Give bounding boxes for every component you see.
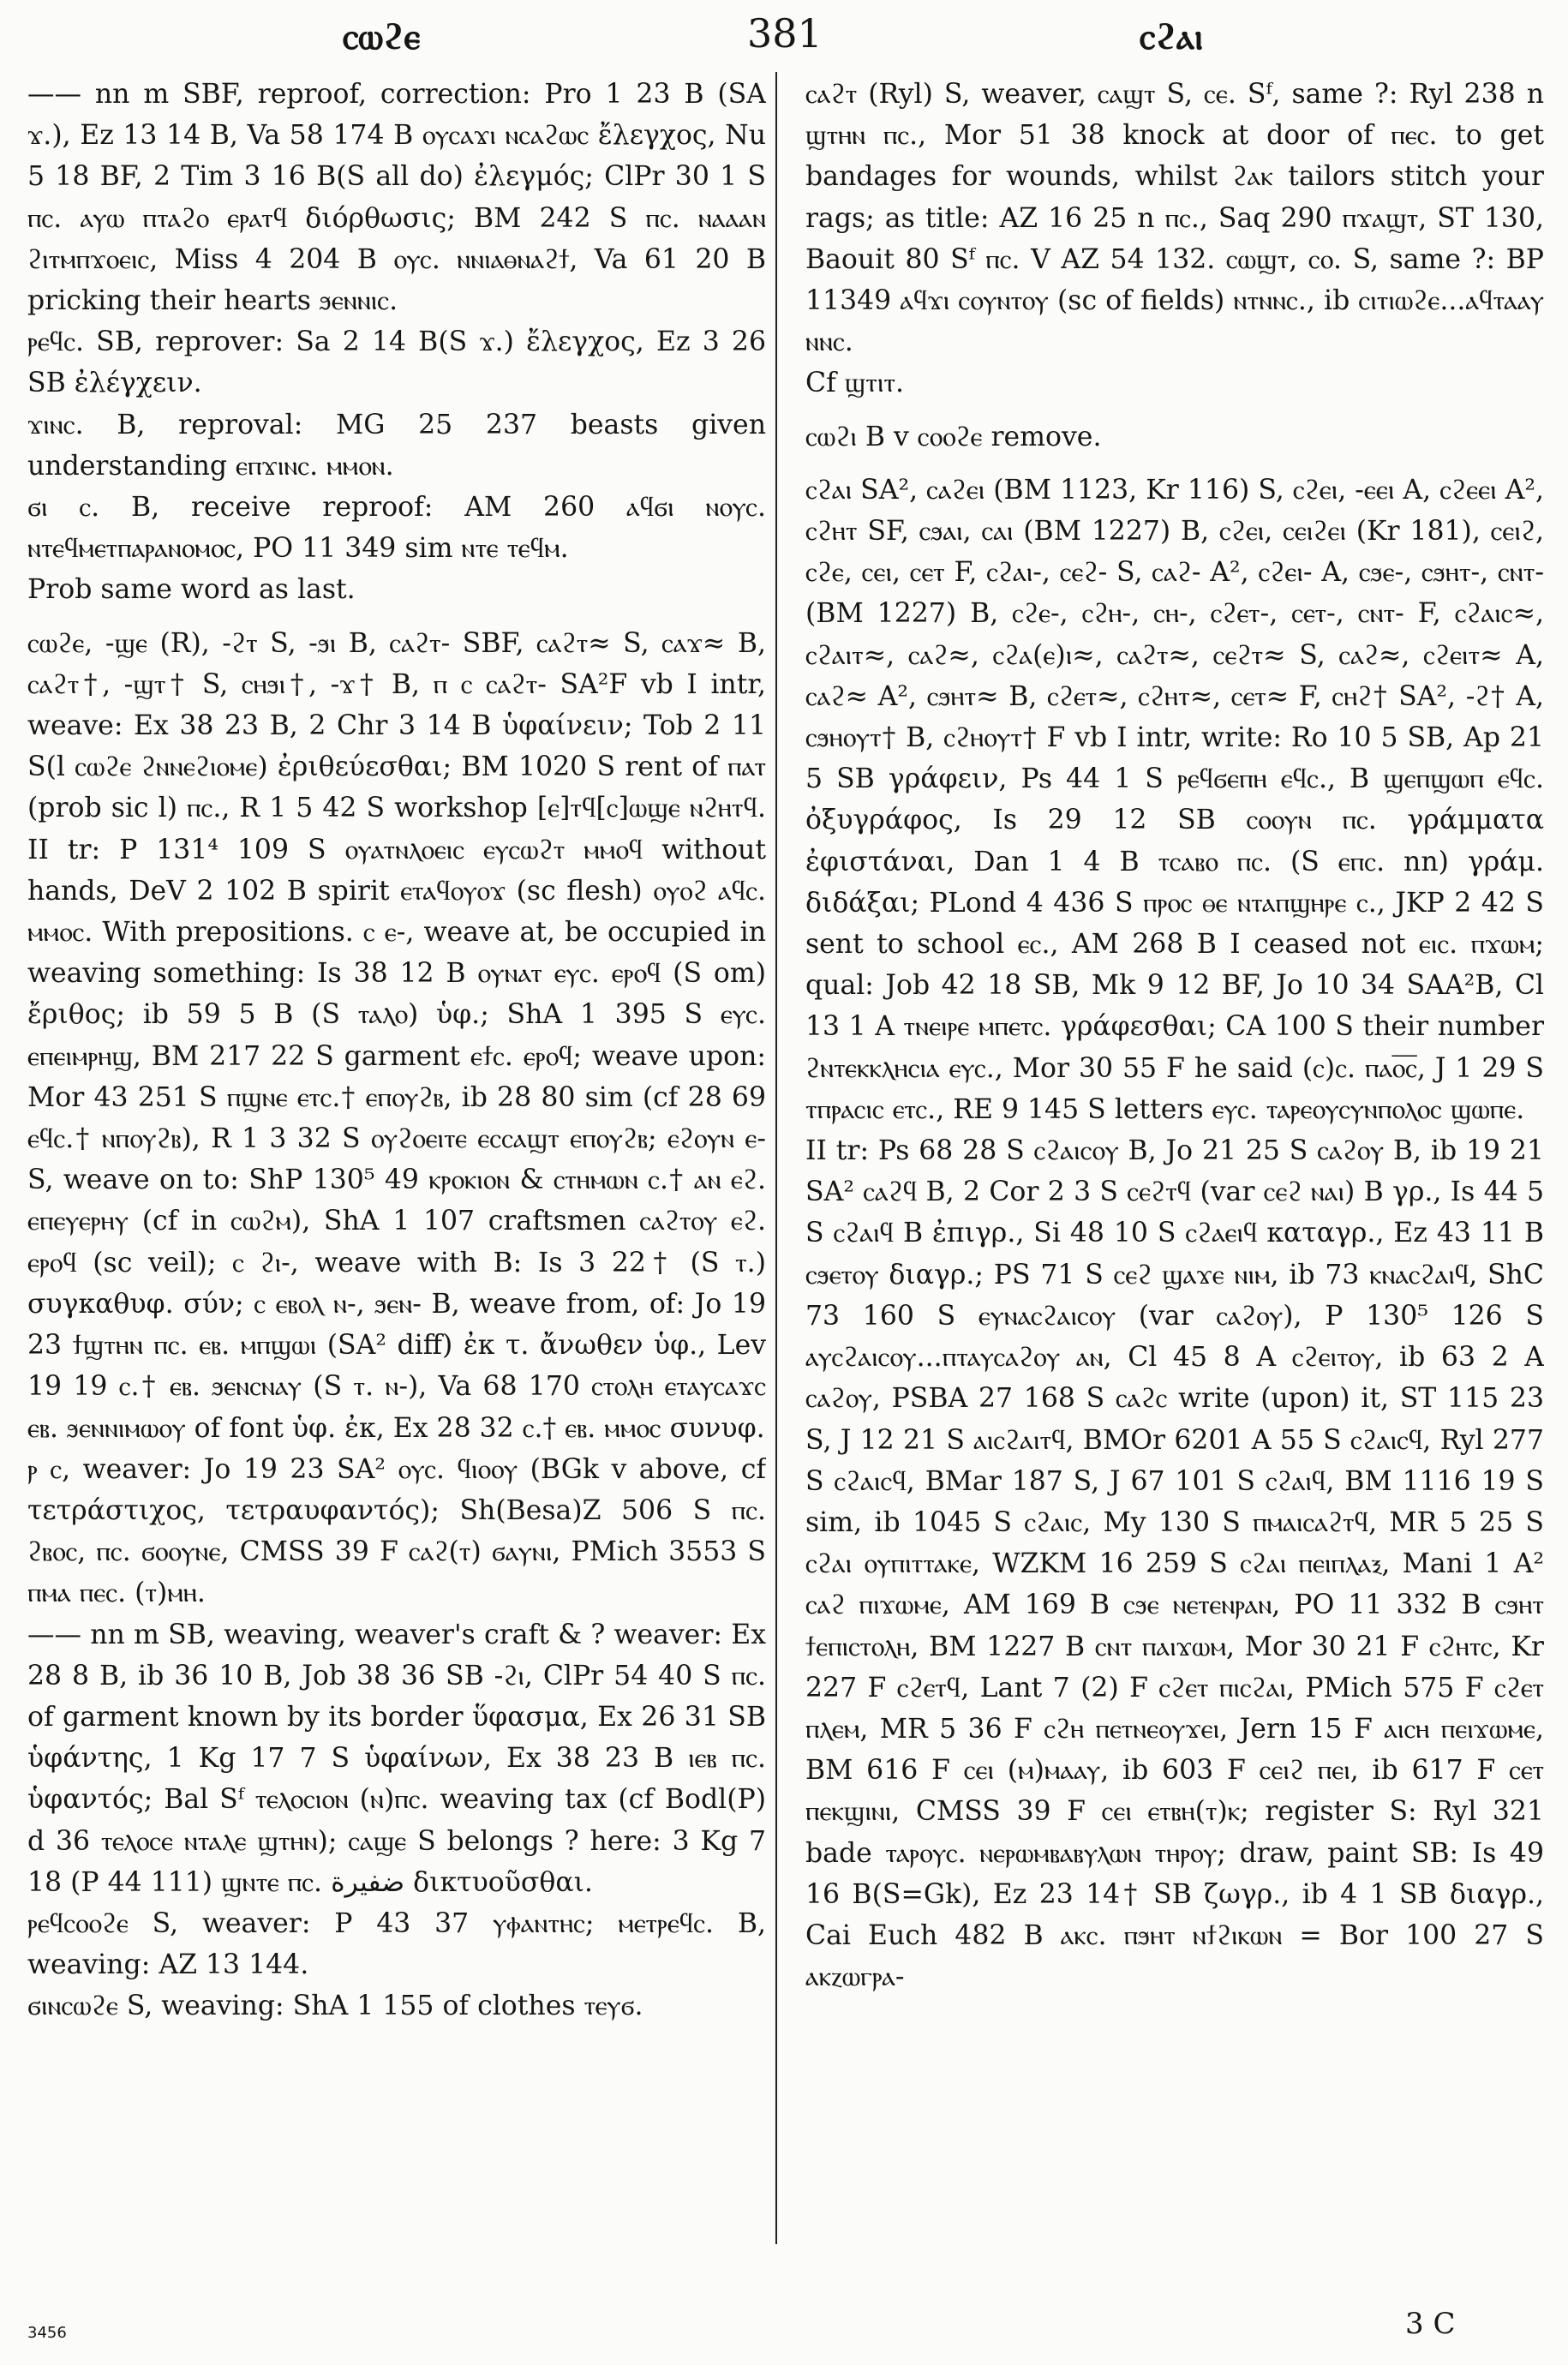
column-divider [775, 72, 777, 2244]
right-running-head: ⲥϩⲁⲓ [1140, 15, 1203, 57]
entry-paragraph: ⲣⲉϥⲥⲟⲟϩⲉ S, weaver: P 43 37 ⲩⲫⲁⲛⲧⲏⲥ; ⲙⲉⲧⲣⲉϥⲥ. B, weaving: AZ 13 144. [27, 1907, 766, 1981]
entry-paragraph: Cf ϣⲧⲓⲧ. [805, 368, 905, 399]
entry-headword-paragraph: ⲥϩⲁⲓ SA², ⲥⲁϩⲉⲓ (BM 1123, Kr 116) S, ⲥϩⲉⲓ, -ⲉⲉⲓ A, ⲥϩⲉⲉⲓ A², ⲥϩⲏⲧ SF, ⲥϧⲁⲓ, ⲥⲁⲓ (BM 1227) B, ⲥϩⲉⲓ, ⲥⲉⲓϩⲉⲓ (Kr 181), ⲥⲉⲓϩ, ⲥϩⲉ, ⲥⲉⲓ, ⲥⲉⲧ F, ⲥϩⲁⲓ-, ⲥⲉϩ- S, ⲥⲁϩ- A², ⲥϩⲉⲓ- A, ⲥϧⲉ-, ⲥϧⲏⲧ-, ⲥⲛⲧ- (BM 1227) B, ⲥϩⲉ-, ⲥϩⲏ-, ⲥⲏ-, ⲥϩⲉⲧ-, ⲥⲉⲧ-, ⲥⲛⲧ- F, ⲥϩⲁⲓⲥ≈, ⲥϩⲁⲓⲧ≈, ⲥⲁϩ≈, ⲥϩⲁ(ⲉ)ⲓ≈, ⲥⲁϩⲧ≈, ⲥⲉϩⲧ≈ S, ⲥⲁϩ≈, ⲥϩⲉⲓⲧ≈ A, ⲥⲁϩ≈ A², ⲥϧⲏⲧ≈ B, ⲥϩⲉⲧ≈, ⲥϩⲏⲧ≈, ⲥⲉⲧ≈ F, ⲥⲏϩ† SA², -ϩ† A, ⲥϧⲏⲟⲩⲧ† B, ⲥϩⲏⲟⲩⲧ† F vb I intr, write: Ro 10 5 SB, Ap 21 5 SB γράφειν, Ps 44 1 S ⲣⲉϥϭⲉⲡⲏ ⲉϥⲥ., B ϣⲉⲡϣⲱⲡ ⲉϥⲥ. ὀξυγράφος, Is 29 12 SB ⲥⲟⲟⲩⲛ ⲡⲥ. γράμματα ἐφιστάναι, Dan 1 4 B ⲧⲥⲁⲃⲟ ⲡⲥ. (S ⲉⲡⲥ. nn) γράμ. διδάξαι; PLond 4 436 S ⲡⲣⲟⲥ ⲑⲉ ⲛⲧⲁⲡϣⲏⲣⲉ ⲥ., JKP 2 42 S sent to school ⲉⲥ., AM 268 B I ceased not ⲉⲓⲥ. ⲡϫⲱⲙ; qual: Job 42 18 SB, Mk 9 12 BF, Jo 10 34 SAA²B, Cl 13 1 A ⲧⲛⲉⲓⲣⲉ ⲙⲡⲉⲧⲥ. γράφεσθαι; CA 100 S their number ϩⲛⲧⲉⲕⲕⲗⲏⲥⲓⲁ ⲉⲩⲥ., Mor 30 55 F he said (ⲥ)ⲥ. ⲡⲁⲟ̅ⲥ̅, J 1 29 S ⲧⲡⲣⲁⲥⲓⲥ ⲉⲧⲥ., RE 9 145 S letters ⲉⲩⲥ. ⲧⲁⲣⲉⲟⲩⲥⲩⲛⲡⲟⲗⲟⲥ ϣⲱⲡⲉ. [805, 474, 1544, 1125]
entry-paragraph: ϭⲓⲛⲥⲱϩⲉ S, weaving: ShA 1 155 of clothes ⲧⲉⲩϭ. [27, 1991, 643, 2022]
entry-paragraph: ⲣⲉϥⲥ. SB, reprover: Sa 2 14 B(S ϫ.) ἔλεγχος, Ez 3 26 SB ἐλέγχειν. [27, 326, 766, 399]
entry-paragraph: ⲣ ⲥ, weaver: Jo 19 23 SA² ⲟⲩⲥ. ϥⲓⲟⲟⲩ (BGk v above, cf τετράστιχος, τετραυφαντός); Sh(Besa)Z 506 S ⲡⲥ. ϩⲃⲟⲥ, ⲡⲥ. ϭⲟⲟⲩⲛⲉ, CMSS 39 F ⲥⲁϩ(ⲧ) ϭⲁⲩⲛⲓ, PMich 3553 S ⲡⲙⲁ ⲡⲉⲥ. (ⲧ)ⲙⲏ. [27, 1453, 766, 1609]
printer-mark: 3456 [27, 2324, 67, 2342]
entry-paragraph: II tr: Ps 68 28 S ⲥϩⲁⲓⲥⲟⲩ B, Jo 21 25 S ⲥⲁϩⲟⲩ B, ib 19 21 SA² ⲥⲁϩϥ B, 2 Cor 2 3 S ⲥⲉϩⲧϥ (var ⲥⲉϩ ⲛⲁⲓ) B γρ., Is 44 5 S ⲥϩⲁⲓϥ B ἐπιγρ., Si 48 10 S ⲥϩⲁⲉⲓϥ καταγρ., Ez 43 11 B ⲥϧⲉⲧⲟⲩ διαγρ.; PS 71 S ⲥⲉϩ ϣⲁϫⲉ ⲛⲓⲙ, ib 73 ⲕⲛⲁⲥϩⲁⲓϥ, ShC 73 160 S ⲉⲩⲛⲁⲥϩⲁⲓⲥⲟⲩ (var ⲥⲁϩⲟⲩ), P 130⁵ 126 S ⲁⲩⲥϩⲁⲓⲥⲟⲩ...ⲡⲧⲁⲩⲥⲁϩⲟⲩ ⲁⲛ, Cl 45 8 A ⲥϩⲉⲓⲧⲟⲩ, ib 63 2 A ⲥⲁϩⲟⲩ, PSBA 27 168 S ⲥⲁϩⲥ write (upon) it, ST 115 23 S, J 12 21 S ⲁⲓⲥϩⲁⲓⲧϥ, BMOr 6201 A 55 S ⲥϩⲁⲓⲥϥ, Ryl 277 S ⲥϩⲁⲓⲥϥ, BMar 187 S, J 67 101 S ⲥϩⲁⲓϥ, BM 1116 19 S sim, ib 1045 S ⲥϩⲁⲓⲥ, My 130 S ⲡⲙⲁⲓⲥⲁϩⲧϥ, MR 5 25 S ⲥϩⲁⲓ ⲟⲩⲡⲓⲧⲧⲁⲕⲉ, WZKM 16 259 S ⲥϩⲁⲓ ⲡⲉⲓⲡⲗⲁⲝ, Mani 1 A² ⲥⲁϩ ⲡⲓϫⲱⲙⲉ, AM 169 B ⲥϧⲉ ⲛⲉⲧⲉⲛⲣⲁⲛ, PO 11 332 B ⲥϧⲏⲧ ϯⲉⲡⲓⲥⲧⲟⲗⲏ, BM 1227 B ⲥⲛⲧ ⲡⲁⲓϫⲱⲙ, Mor 30 21 F ⲥϩⲏⲧⲥ, Kr 227 F ⲥϩⲉⲧϥ, Lant 7 (2) F ⲥϩⲉⲧ ⲡⲓⲥϩⲁⲓ, PMich 575 F ⲥϩⲉⲧ ⲡⲗⲉⲙ, MR 5 36 F ⲥϩⲏ ⲡⲉⲧⲛⲉⲟⲩϫⲉⲓ, Jern 15 F ⲁⲓⲥⲏ ⲡⲉⲓϫⲱⲙⲉ, BM 616 F ⲥⲉⲓ (ⲙ)ⲙⲁⲁⲩ, ib 603 F ⲥⲉⲓϩ ⲡⲉⲓ, ib 617 F ⲥⲉⲧ ⲡⲉⲕϣⲓⲛⲓ, CMSS 39 F ⲥⲉⲓ ⲉⲧⲃⲏ(ⲧ)ⲕ; register S: Ryl 321 bade ⲧⲁⲣⲟⲩⲥ. ⲛⲉⲣⲱⲙⲃⲁⲃⲩⲗⲱⲛ ⲧⲏⲣⲟⲩ; draw, paint SB: Is 49 16 B(S=Gk), Ez 23 14† SB ζωγρ., ib 4 1 SB διαγρ., Cai Euch 482 B ⲁⲕⲥ. ⲡϧⲏⲧ ⲛϯϩⲓⲕⲱⲛ = Bor 100 27 S ⲁⲕⲍⲱⲅⲣⲁ- [805, 1135, 1544, 1993]
entry-paragraph: —— nn m SBF, reproof, correction: Pro 1 23 B (SA ϫ.), Ez 13 14 B, Va 58 174 B ⲟⲩⲥⲁϫⲓ ⲛⲥⲁϩⲱⲥ ἔλεγχος, Nu 5 18 BF, 2 Tim 3 16 B(S all do) ἐλεγμός; ClPr 30 1 S ⲡⲥ. ⲁⲩⲱ ⲡⲧⲁϩⲟ ⲉⲣⲁⲧϥ διόρθωσις; BM 242 S ⲡⲥ. ⲛⲁⲁⲁⲛ ϩⲓⲧⲙⲡϫⲟⲉⲓⲥ, Miss 4 204 B ⲟⲩⲥ. ⲛⲛⲓⲁⲑⲛⲁϩϯ, Va 61 20 B pricking their hearts ϧⲉⲛⲛⲓⲥ. [27, 79, 766, 317]
left-column [27, 74, 766, 2276]
entry-headword-paragraph: ⲥⲱϩⲉ, -ϣⲉ (R), -ϩⲧ S, -ϧⲓ B, ⲥⲁϩⲧ- SBF, ⲥⲁϩⲧ≈ S, ⲥⲁϫ≈ B, ⲥⲁϩⲧ†, -ϣⲧ† S, ⲥⲏϧⲓ†, -ϫ† B, ⲡ ⲥ ⲥⲁϩⲧ- SA²F vb I intr, weave: Ex 38 23 B, 2 Chr 3 14 B ὑφαίνειν; Tob 2 11 S(l ⲥⲱϩⲉ ϩⲛⲛⲉϩⲓⲟⲙⲉ) ἐριθεύεσθαι; BM 1020 S rent of ⲡⲁⲧ (prob sic l) ⲡⲥ., R 1 5 42 S workshop [ⲉ]ⲧϥ[ⲥ]ⲱϣⲉ ⲛϩⲏⲧϥ. II tr: P 131⁴ 109 S ⲟⲩⲁⲧⲛⲗⲟⲉⲓⲥ ⲉⲩⲥⲱϩⲧ ⲙⲙⲟϥ without hands, DeV 2 102 B spirit ⲉⲧⲁϥⲟⲩⲟϫ (sc flesh) ⲟⲩⲟϩ ⲁϥⲥ. ⲙⲙⲟⲥ. With prepositions. ⲥ ⲉ-, weave at, be occupied in weaving something: Is 38 12 B ⲟⲩⲛⲁⲧ ⲉⲩⲥ. ⲉⲣⲟϥ (S om) ἔριθος; ib 59 5 B (S ⲧⲁⲗⲟ) ὑφ.; ShA 1 395 S ⲉⲩⲥ. ⲉⲡⲉⲓⲙⲣⲏϣ, BM 217 22 S garment ⲉϯⲥ. ⲉⲣⲟϥ; weave upon: Mor 43 251 S ⲡϣⲛⲉ ⲉⲧⲥ.† ⲉⲡⲟⲩϩⲃ, ib 28 80 sim (cf 28 69 ⲉϥⲥ.† ⲛⲡⲟⲩϩⲃ), R 1 3 32 S ⲟⲩϩⲟⲉⲓⲧⲉ ⲉⲥⲥⲁϣⲧ ⲉⲡⲟⲩϩⲃ; ⲉϩⲟⲩⲛ ⲉ- S, weave on to: ShP 130⁵ 49 ⲕⲣⲟⲕⲓⲟⲛ & ⲥⲧⲏⲙⲱⲛ ⲥ.† ⲁⲛ ⲉϩ. ⲉⲡⲉⲩⲉⲣⲏⲩ (cf in ⲥⲱϩⲙ), ShA 1 107 craftsmen ⲥⲁϩⲧⲟⲩ ⲉϩ. ⲉⲣⲟϥ (sc veil); ⲥ ϩⲓ-, weave with B: Is 3 22† (S ⲧ.) συγκαθυφ. σύν; ⲥ ⲉⲃⲟⲗ ⲛ-, ϧⲉⲛ- B, weave from, of: Jo 19 23 ϯϣⲧⲏⲛ ⲡⲥ. ⲉⲃ. ⲙⲡϣⲱⲓ (SA² diff) ἐκ τ. ἄνωθεν ὑφ., Lev 19 19 ⲥ.† ⲉⲃ. ϧⲉⲛⲥⲛⲁⲩ (S ⲧ. ⲛ-), Va 68 170 ⲥⲧⲟⲗⲏ ⲉⲧⲁⲩⲥⲁϫⲥ ⲉⲃ. ϧⲉⲛⲛⲓⲙⲱⲟⲩ of font ὑφ. ἐκ, Ex 28 32 ⲥ.† ⲉⲃ. ⲙⲙⲟⲥ συνυφ. [27, 627, 766, 1444]
page-number: 381 [747, 10, 823, 57]
signature-mark: 3 C [1405, 2307, 1456, 2341]
entry-paragraph: ϫⲓⲛⲥ. B, reproval: MG 25 237 beasts given understanding ⲉⲡϫⲓⲛⲥ. ⲙⲙⲟⲛ. [27, 409, 766, 482]
page-header [0, 7, 1568, 67]
right-column [805, 74, 1544, 2276]
entry-paragraph: —— nn m SB, weaving, weaver's craft & ? weaver: Ex 28 8 B, ib 36 10 B, Job 38 36 SB -ϩⲓ, ClPr 54 40 S ⲡⲥ. of garment known by its border ὕφασμα, Ex 26 31 SB ὑφάντης, 1 Kg 17 7 S ὑφαίνων, Ex 38 23 B ⲓⲉⲃ ⲡⲥ. ὑφαντός; Bal Sᶠ ⲧⲉⲗⲟⲥⲓⲟⲛ (ⲛ)ⲡⲥ. weaving tax (cf Bodl(P) d 36 ⲧⲉⲗⲟⲥⲉ ⲛⲧⲁⲗⲉ ϣⲧⲏⲛ); ⲥⲁϣⲉ S belongs ? here: 3 Kg 7 18 (P 44 111) ϣⲛⲧⲉ ⲡⲥ. ضفيرة δικτυοῦσθαι. [27, 1619, 766, 1898]
entry-paragraph: ϭⲓ ⲥ. B, receive reproof: AM 260 ⲁϥϭⲓ ⲛⲟⲩⲥ. ⲛⲧⲉϥⲙⲉⲧⲡⲁⲣⲁⲛⲟⲙⲟⲥ, PO 11 349 sim ⲛⲧⲉ ⲧⲉϥⲙ. [27, 492, 766, 565]
entry-headword-paragraph: ⲥⲱϩⲓ B v ⲥⲟⲟϩⲉ remove. [805, 421, 1102, 452]
entry-paragraph: ⲥⲁϩⲧ (Ryl) S, weaver, ⲥⲁϣⲧ S, ⲥⲉ. Sᶠ, same ?: Ryl 238 n ϣⲧⲏⲛ ⲡⲥ., Mor 51 38 knock at door of ⲡⲉⲥ. to get bandages for wounds, whilst ϩⲁⲕ tailors stitch your rags; as title: AZ 16 25 n ⲡⲥ., Saq 290 ⲡϫⲁϣⲧ, ST 130, Baouit 80 Sᶠ ⲡⲥ. V AZ 54 132. ⲥⲱϣⲧ, ⲥⲟ. S, same ?: BP 11349 ⲁϥϫⲓ ⲥⲟⲩⲛⲧⲟⲩ (sc of fields) ⲛⲧⲛⲛⲥ., ib ⲥⲓⲧⲓⲱϩⲉ...ⲁϥⲧⲁⲁⲩ ⲛⲛⲥ. [805, 79, 1544, 358]
entry-paragraph: Prob same word as last. [27, 574, 356, 606]
left-running-head: ⲥⲱϩⲉ [343, 15, 421, 57]
